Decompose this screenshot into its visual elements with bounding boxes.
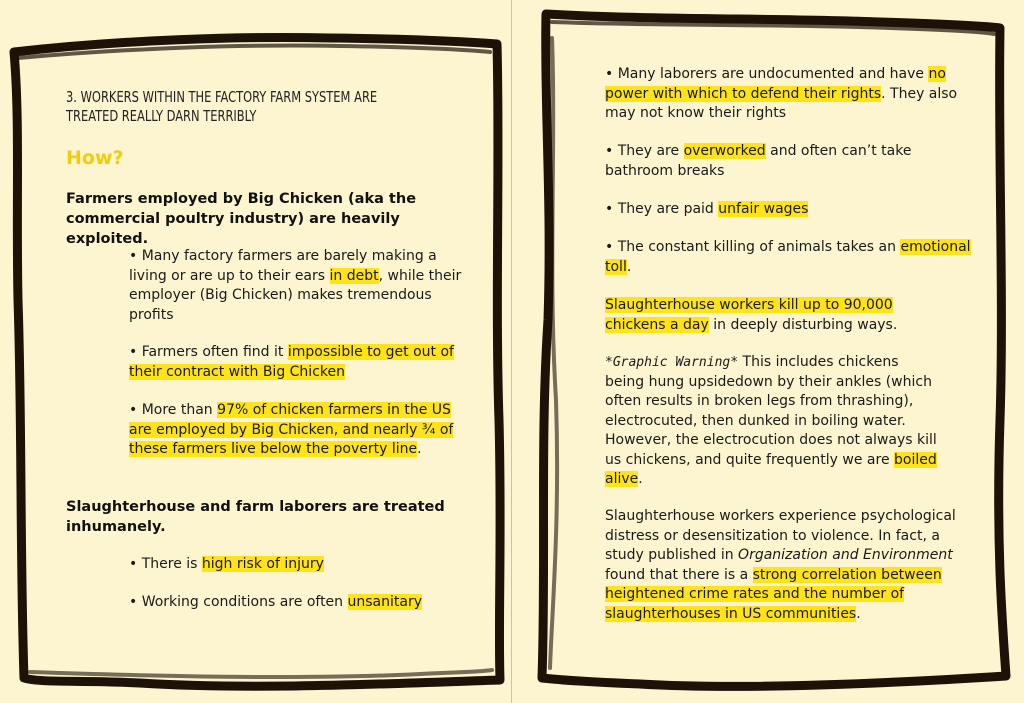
farmer-bullet-poverty: • More than 97% of chicken farmers in the US are employed by Big Chicken, and nearly ¾ of these farmers live below the poverty line. [129, 402, 454, 457]
right-bullet-overworked: • They are overworked and often can’t take bathroom breaks [605, 143, 912, 179]
right-bullet-emotional: • The constant killing of animals takes an emotional toll. [605, 239, 971, 275]
laborer-bullet-unsanitary: • Working conditions are often unsanitary [129, 594, 422, 610]
graphic-warning-label: *Graphic Warning* [605, 355, 739, 370]
kill-stat-paragraph: Slaughterhouse workers kill up to 90,000 chickens a day in deeply disturbing ways. [605, 297, 898, 333]
how-heading: How? [66, 147, 124, 169]
graphic-warning-paragraph: *Graphic Warning* This includes chickens being hung upsidedown by their ankles (which often results in broken legs from thrashing), electrocuted, then dunked in boiling water. However, the electrocution does not always kill us chickens, and quite frequently we are boiled alive. [605, 354, 937, 487]
laborers-heading: Slaughterhouse and farm laborers are treated inhumanely. [66, 499, 445, 535]
page-title: 3. WORKERS WITHIN THE FACTORY FARM SYSTEM ARE TREATED REALLY DARN TERRIBLY [66, 88, 378, 125]
laborer-bullet-injury: • There is high risk of injury [129, 556, 324, 572]
farmer-bullet-contract: • Farmers often find it impossible to get out of their contract with Big Chicken [129, 344, 454, 380]
farmers-heading: Farmers employed by Big Chicken (aka the commercial poultry industry) are heavily exploited. [66, 191, 417, 247]
journal-name: Organization and Environment [738, 547, 953, 563]
right-bullet-wages: • They are paid unfair wages [605, 201, 809, 217]
right-bullet-undocumented: • Many laborers are undocumented and have no power with which to defend their rights. They also may not know their rights [605, 66, 958, 121]
study-paragraph: Slaughterhouse workers experience psychological distress or desensitization to violence. In fact, a study published in Organization and Environment found that there is a strong correlation between heightened crime rates and the number of slaughterhouses in US communities. [605, 508, 956, 622]
farmer-bullet-debt: • Many factory farmers are barely making a living or are up to their ears in debt, while their employer (Big Chicken) makes tremendous profits [129, 248, 462, 323]
